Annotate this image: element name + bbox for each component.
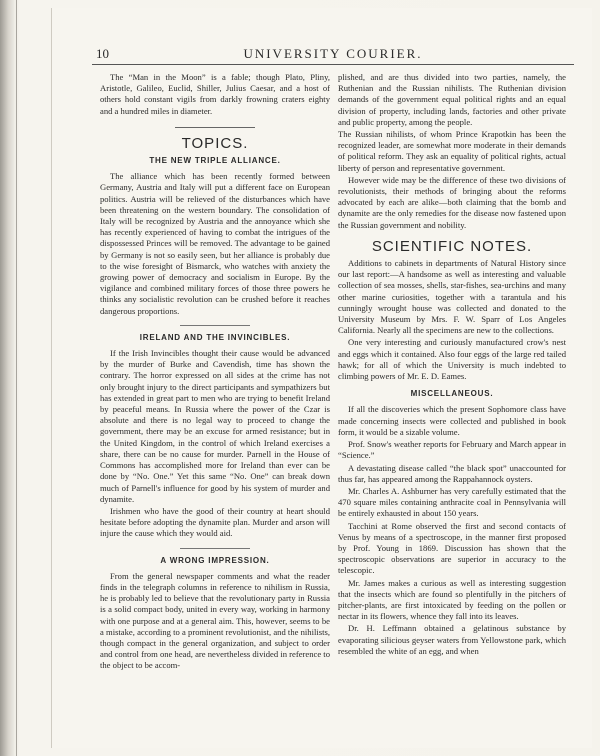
- misc-paragraph-6: Mr. James makes a curious as well as interesting suggestion that the insects which are found so plentifully in the pitchers of pitcher-plants, are first intoxicated by feeding on the pollen or nectar in its flowers, whence they fall into its leaves.: [338, 577, 566, 622]
- impression-heading: A WRONG IMPRESSION.: [160, 555, 270, 565]
- left-column: [100, 72, 330, 673]
- newspaper-page: [52, 8, 592, 748]
- ireland-heading: IRELAND AND THE INVINCIBLES.: [139, 332, 291, 342]
- nihilists-paragraph-3: However wide may be the difference of these two divisions of revolutionists, their methods of bringing about the reforms advocated by each are alike—both claiming that the bomb and dynamite are the only remedies for the disease now fastened upon the Russian government and nobility.: [338, 174, 566, 230]
- misc-heading: MISCELLANEOUS.: [410, 389, 494, 399]
- science-paragraph-1: Additions to cabinets in departments of Natural History since our last report:—A handsome as well as interesting and valuable collection of sea mosses, shells, star-fishes, sea-urchins and many other marine curiosities, together with a tarantula and his cunningly wrought house was collected and donated to the University Museum by Mrs. F. W. Sparr of Los Angeles California. Nearly all the specimens are new to the collections.: [338, 258, 566, 336]
- alliance-paragraph: The alliance which has been recently formed between Germany, Austria and Italy will put a different face on European politics. Austria will be relieved of the disturbances which have been threatening on the western boundary. The consolidation of Italy will be recognized by Austria and the annoyance which she has recently experienced of having to combat the intrigues of the dispossessed Princes will be removed. The advantage to be gained by Germany is not so easily seen, but her alliance is probably due to the wise foresight of Bismarck, who watches with anxiety the growing power of democracy and socialism in Europe. By the vigilance and combined military forces of those three powers he thinks any socialistic revolution can be crushed before it reaches dangerous proportions.: [100, 171, 330, 316]
- science-heading: SCIENTIFIC NOTES.: [371, 237, 533, 255]
- alliance-heading: THE NEW TRIPLE ALLIANCE.: [149, 156, 281, 166]
- running-header: [92, 46, 574, 65]
- book-binding: [0, 0, 14, 756]
- divider: [180, 548, 250, 549]
- moon-paragraph: The “Man in the Moon” is a fable; though Plato, Pliny, Aristotle, Galileo, Euclid, Shiller, Julius Caesar, and a host of others hold constant vigils from darkly frowning craters eighty and a hundred miles in diameter.: [100, 72, 330, 116]
- binding-edge: [16, 0, 17, 756]
- publication-title: UNIVERSITY COURIER.: [243, 46, 423, 61]
- topics-heading: TOPICS.: [181, 134, 249, 152]
- science-paragraph-2: One very interesting and curiously manufactured crow's nest and eggs which it contained. Also four eggs of the large red tailed hawk; for all of which the University is much indebted to climbing powers of Mr. E. D. Eames.: [338, 337, 566, 382]
- misc-paragraph-5: Tacchini at Rome observed the first and second contacts of Venus by means of a spectroscope, in the manner first proposed by Prof. Young in 1869. Discussion has shown that the spectroscopic observations are superior in accuracy to the telescopic.: [338, 520, 566, 576]
- misc-paragraph-4: Mr. Charles A. Ashburner has very carefully estimated that the 470 square miles containing anthracite coal in Pennsylvania will be entirely exhausted in about 150 years.: [338, 485, 566, 519]
- section-rule: [175, 127, 255, 128]
- ireland-paragraph-2: Irishmen who have the good of their country at heart should hesitate before adopting the dynamite plan. Murder and arson will injure the cause which they would aid.: [100, 505, 330, 539]
- right-column: [338, 72, 566, 658]
- nihilists-paragraph-2: The Russian nihilists, of whom Prince Krapotkin has been the recognized leader, are somewhat more moderate in their demands of political reform. They ask an equality of political rights, actual liberty of person and representative government.: [338, 129, 566, 173]
- nihilists-continued: plished, and are thus divided into two parties, namely, the Ruthenian and the Russian nihilists. The Ruthenian division demands of the government equal political rights and an equal division of property, including lands, factories and other private and public property, among the people.: [338, 72, 566, 127]
- page-number: 10: [96, 46, 109, 61]
- ireland-paragraph-1: If the Irish Invincibles thought their cause would be advanced by the murder of Burke and Cavendish, time has shown the contrary. The horror expressed on all sides at the crime has not only brought injury to the direct participants and sympathizers but has extended in great part to men who are trying to benefit Ireland by peaceful means. In Russia where the power of the Czar is absolute and there is no legal way to proceed to change the government, there may be an excuse for armed resistance; but in the United Kingdom, in the control of which Ireland exercises a share, there can be no cause for murder. Parnell in the House of Commons has accomplished more for Ireland than ever can be done by “No. One.” Yet this same “No. One” can break down much of Parnell's influence for good by his system of murder and dynamite.: [100, 348, 330, 504]
- impression-paragraph: From the general newspaper comments and what the reader finds in the telegraph columns in reference to nihilism in Russia, he is probably led to believe that the revolutionary party in Russia is a solid compact body, united in every way, working in harmony with one purpose and at a general aim. This, however, seems to be a mistake, according to a prominent revolutionist, and the nihilists, though compact in the general organization, and subject to order and control from one head, are nevertheless divided in reference to the object to be accom-: [100, 570, 330, 671]
- misc-paragraph-1: If all the discoveries which the present Sophomore class have made concerning insects were collected and published in book form, it would be a sizable volume.: [338, 404, 566, 437]
- misc-paragraph-2: Prof. Snow's weather reports for February and March appear in “Science.”: [338, 439, 566, 461]
- divider: [180, 325, 250, 326]
- misc-paragraph-7: Dr. H. Leffmann obtained a gelatinous substance by evaporating silicious geyser waters from Yellowstone park, which resembled the white of an egg, and when: [338, 623, 566, 656]
- misc-paragraph-3: A devastating disease called “the black spot” unaccounted for thus far, has appeared among the Rappahannock oysters.: [338, 462, 566, 484]
